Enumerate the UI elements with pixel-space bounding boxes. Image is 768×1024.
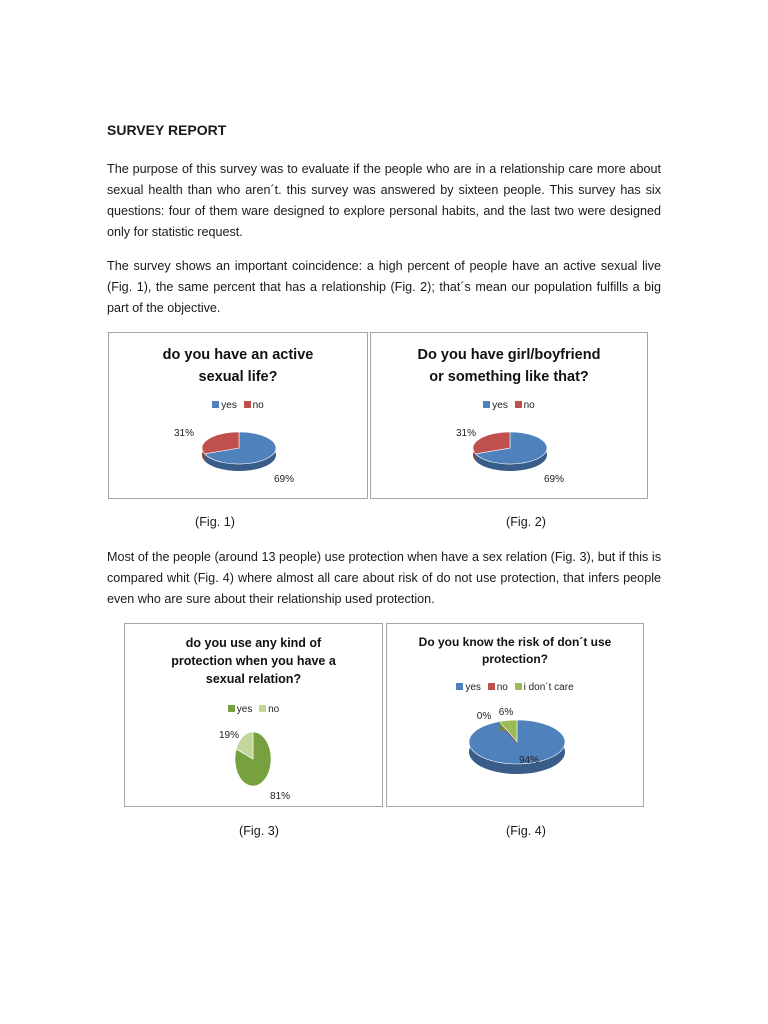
figure-caption-2: (Fig. 2) bbox=[506, 515, 546, 529]
protection-paragraph: Most of the people (around 13 people) use protection when have a sex relation (Fig. 3), but if this is compared whit (Fig. 4) where almost all care about risk of do not use protection, that infers people even who are sure about their relationship used protection. bbox=[107, 550, 661, 606]
intro-paragraph: The purpose of this survey was to evaluate if the people who are in a relationship care more about sexual health than who aren´t. this survey was answered by sixteen people. This survey has six questions: four of them ware designed to explore personal habits, and the last two were designed only for statistic request. bbox=[107, 162, 661, 239]
findings-paragraph: The survey shows an important coincidence: a high percent of people have an active sexual live (Fig. 1), the same percent that has a relationship (Fig. 2); that´s mean our population fulfills a big part of the objective. bbox=[107, 259, 661, 315]
chart-relationship bbox=[370, 332, 648, 499]
document-title: SURVEY REPORT bbox=[107, 122, 227, 138]
legend-item-yes: yes bbox=[483, 400, 508, 411]
data-label-yes: 69% bbox=[273, 474, 295, 485]
chart-active-sexual-life bbox=[108, 332, 368, 499]
data-label-no: 31% bbox=[455, 428, 477, 439]
figure-caption-3: (Fig. 3) bbox=[239, 824, 279, 838]
data-label-no: 19% bbox=[218, 730, 240, 741]
data-label-yes: 81% bbox=[269, 791, 291, 802]
data-label-yes: 94% bbox=[518, 755, 540, 766]
data-label-dont-care: 6% bbox=[498, 707, 514, 718]
pie-plot bbox=[371, 333, 647, 498]
pie-plot bbox=[125, 624, 382, 806]
pie-plot bbox=[109, 333, 367, 498]
chart-risk-awareness bbox=[386, 623, 644, 807]
legend-item-no: no bbox=[259, 704, 279, 715]
chart-title: do you have an active sexual life? bbox=[162, 347, 314, 385]
legend-item-yes: yes bbox=[212, 400, 237, 411]
legend-item-no: no bbox=[244, 400, 264, 411]
figure-caption-1: (Fig. 1) bbox=[195, 515, 235, 529]
chart-title: do you use any kind of protection when you have a sexual relation? bbox=[171, 636, 336, 686]
figure-caption-4: (Fig. 4) bbox=[506, 824, 546, 838]
data-label-no: 0% bbox=[476, 711, 492, 722]
legend-item-no: no bbox=[488, 682, 508, 693]
legend-item-yes: yes bbox=[456, 682, 481, 693]
pie-plot bbox=[387, 624, 643, 806]
data-label-yes: 69% bbox=[543, 474, 565, 485]
chart-title: Do you know the risk of don´t use protection? bbox=[418, 635, 612, 666]
chart-protection-use bbox=[124, 623, 383, 807]
data-label-no: 31% bbox=[173, 428, 195, 439]
legend-item-no: no bbox=[515, 400, 535, 411]
legend-item-yes: yes bbox=[228, 704, 253, 715]
chart-title: Do you have girl/boyfriend or something like that? bbox=[417, 347, 601, 385]
legend-item-dont-care: i don´t care bbox=[515, 682, 574, 693]
